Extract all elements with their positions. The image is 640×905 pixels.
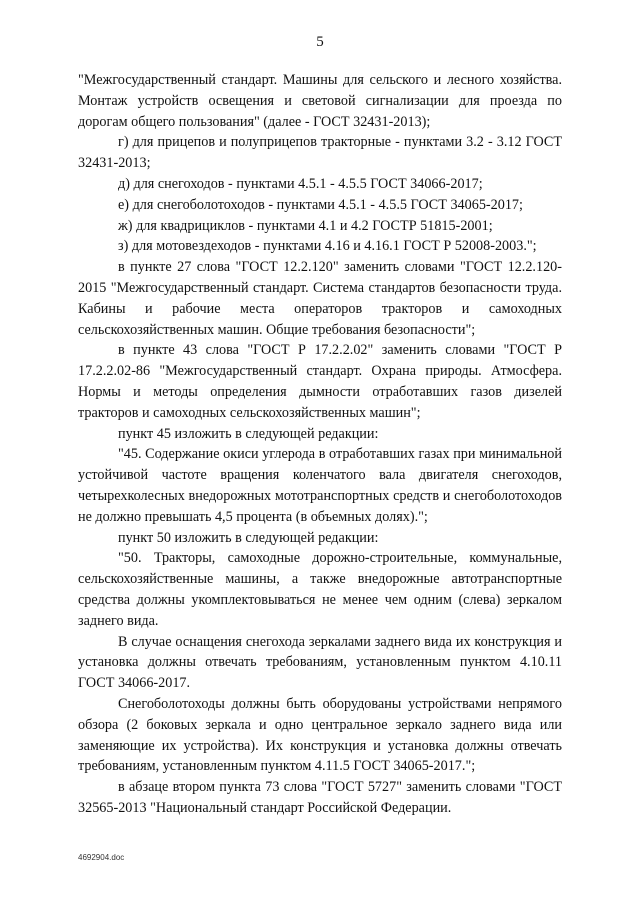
paragraph-item-d: д) для снегоходов - пунктами 4.5.1 - 4.5.5 ГОСТ 34066-2017; (118, 175, 483, 192)
paragraph-point-45-text: "45. Содержание окиси углерода в отработавших газах при минимальной устойчивой частоте вращения коленчатого вала двигателя снегоходов, четырехколесных внедорожных мототранспортных средств и снегоболотоходов не должно превышать 4,5 процента (в объемных долях)."; (78, 446, 562, 525)
paragraph-point-43: в пункте 43 слова "ГОСТ Р 17.2.2.02" заменить словами "ГОСТ Р 17.2.2.02-86 "Межгосударственный стандарт. Охрана природы. Атмосфера. Нормы и методы определения дымности отработавших газов дизелей тракторов и самоходных сельскохозяйственных машин"; (78, 342, 562, 421)
paragraph-snowmobile-mirrors: В случае оснащения снегохода зеркалами заднего вида их конструкция и установка должны отвечать требованиям, установленным пунктом 4.10.11 ГОСТ 34066-2017. (78, 633, 562, 692)
paragraph-item-g: г) для прицепов и полуприцепов тракторные - пунктами 3.2 - 3.12 ГОСТ 32431-2013; (78, 134, 562, 172)
paragraph-point-73: в абзаце втором пункта 73 слова "ГОСТ 5727" заменить словами "ГОСТ 32565-2013 "Национальный стандарт Российской Федерации. (78, 779, 562, 816)
paragraph-item-zh: ж) для квадрициклов - пунктами 4.1 и 4.2 ГОСТР 51815-2001; (118, 217, 493, 234)
paragraph-point-45-intro: пункт 45 изложить в следующей редакции: (118, 425, 379, 442)
paragraph-point-50-text: "50. Тракторы, самоходные дорожно-строительные, коммунальные, сельскохозяйственные машины, а также внедорожные автотранспортные средства должны укомплектовываться не менее чем одним (слева) зеркалом заднего вида. (78, 550, 562, 629)
paragraph-point-27: в пункте 27 слова "ГОСТ 12.2.120" заменить словами "ГОСТ 12.2.120-2015 "Межгосударственный стандарт. Система стандартов безопасности труда. Кабины и рабочие места операторов тракторов и самоходных сельскохозяйственных машин. Общие требования безопасности"; (78, 259, 562, 338)
file-name-footer: 4692904.doc (78, 853, 125, 862)
paragraph-item-z: з) для мотовездеходов - пунктами 4.16 и 4.16.1 ГОСТ Р 52008-2003."; (118, 238, 537, 255)
paragraph-swamp-vehicle-mirrors: Снегоболотоходы должны быть оборудованы устройствами непрямого обзора (2 боковых зеркала и одно центральное зеркало заднего вида или заменяющие их устройства). Их конструкция и установка должны отвечать требованиям, установленным пунктом 4.11.5 ГОСТ 34065-2017."; (78, 695, 562, 775)
document-body (78, 70, 562, 819)
paragraph-item-e: е) для снегоболотоходов - пунктами 4.5.1 - 4.5.5 ГОСТ 34065-2017; (118, 196, 523, 213)
paragraph-continuation: "Межгосударственный стандарт. Машины для сельского и лесного хозяйства. Монтаж устройств освещения и световой сигнализации для проезда по дорогам общего пользования" (далее - ГОСТ 32431-2013); (78, 72, 562, 130)
page-number: 5 (316, 34, 324, 50)
paragraph-point-50-intro: пункт 50 изложить в следующей редакции: (118, 529, 379, 546)
